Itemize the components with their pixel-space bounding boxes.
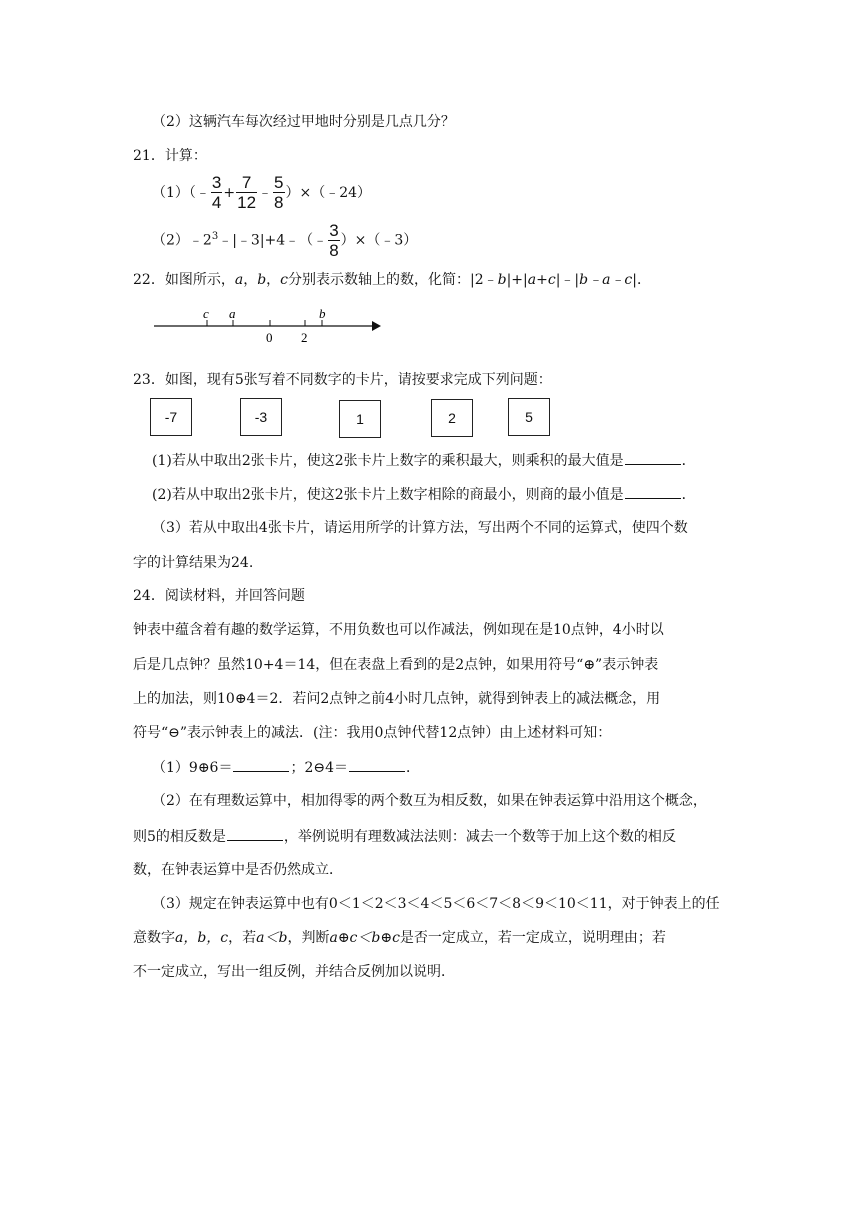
label-b: b <box>319 306 326 321</box>
material-line-4: 符号“⊖”表示钟表上的减法．(注：我用0点钟代替12点钟）由上述材料可知： <box>133 725 612 741</box>
material-line-1: 钟表中蕴含着有趣的数学运算，不用负数也可以作减法，例如现在是10点钟，4小时以 <box>133 622 664 638</box>
question-24-title: 24．阅读材料，并回答问题 <box>133 588 305 604</box>
question-23-part-2: (2)若从中取出2张卡片，使这2张卡片上数字相除的商最小，则商的最小值是 ． <box>152 484 696 505</box>
question-23-part-1: (1)若从中取出2张卡片，使这2张卡片上数字的乘积最大，则乘积的最大值是 ． <box>152 450 696 471</box>
question-20-part-2: （2）这辆汽车每次经过甲地时分别是几点几分？ <box>152 114 455 130</box>
label-0: 0 <box>266 330 273 345</box>
question-24-part-2-line-3: 数，在钟表运算中是否仍然成立． <box>133 862 343 878</box>
fraction-5-8: $\frac{5}{8}$ <box>274 173 284 212</box>
material-line-2: 后是几点钟？虽然10+4＝14，但在表盘上看到的是2点钟，如果用符号“⊕”表示钟表 <box>133 657 659 673</box>
label-a: a <box>229 306 236 321</box>
question-24-part-2-line-2: 则5的相反数是 ，举例说明有理数减法法则：减去一个数等于加上这个数的相反 <box>133 826 676 847</box>
question-24-part-3-line-2: 意数字a，b，c，若a＜b，判断a⊕c＜b⊕c是否一定成立，若一定成立，说明理由；若 <box>133 930 666 946</box>
question-23-part-3-line-2: 字的计算结果为24. <box>133 555 254 571</box>
answer-blank[interactable] <box>349 757 405 772</box>
number-line-figure <box>150 302 385 348</box>
question-21-title: 21．计算： <box>133 148 207 164</box>
question-21-part-2: $(2)﹣2^3﹣|﹣3|+4﹣(﹣$ $\frac{3}{8}$ ）×（﹣3） <box>152 220 418 260</box>
number-line-arrow <box>372 321 381 331</box>
card-1: -7 <box>150 398 192 436</box>
card-5: 5 <box>508 398 550 436</box>
answer-blank[interactable] <box>227 826 283 841</box>
question-24-part-1: （1）9⊕6＝ ；2⊖4＝ ． <box>152 757 420 778</box>
card-4: 2 <box>431 399 473 437</box>
question-24-part-3-line-3: 不一定成立，写出一组反例，并结合反例加以说明． <box>133 964 455 980</box>
fraction-3-8: $\frac{3}{8}$ <box>329 220 339 260</box>
question-23-title: 23．如图，现有5张写着不同数字的卡片，请按要求完成下列问题： <box>133 372 552 388</box>
answer-blank[interactable] <box>625 484 681 499</box>
question-23-part-3-line-1: （3）若从中取出4张卡片，请运用所学的计算方法，写出两个不同的运算式，使四个数 <box>152 520 688 536</box>
label-c: c <box>203 306 209 321</box>
question-24-part-2-line-1: （2）在有理数运算中，相加得零的两个数互为相反数，如果在钟表运算中沿用这个概念， <box>152 793 707 809</box>
question-24-part-3-line-1: （3）规定在钟表运算中也有0＜1＜2＜3＜4＜5＜6＜7＜8＜9＜10＜11，对于钟表上的任 <box>152 896 720 912</box>
fraction-3-4: $\frac{3}{4}$ <box>211 173 222 212</box>
question-22-text: 22．如图所示，a，b，c分别表示数轴上的数，化简：|2﹣b|+|a+c|﹣|b﹣a﹣c|． <box>133 272 651 288</box>
label-2: 2 <box>301 330 308 345</box>
fraction-7-12: $\frac{7}{12}$ <box>237 173 257 212</box>
card-2: -3 <box>240 398 282 436</box>
answer-blank[interactable] <box>233 757 289 772</box>
material-line-3: 上的加法，则10⊕4＝2．若问2点钟之前4小时几点钟，就得到钟表上的减法概念，用 <box>133 691 661 707</box>
question-21-part-1: （1）（﹣ $\frac{3}{4}$ + $\frac{7}{12}$ ﹣ $\frac{5}{8}$ ）×（﹣24） <box>152 173 372 212</box>
card-3: 1 <box>339 400 381 438</box>
answer-blank[interactable] <box>625 450 681 465</box>
